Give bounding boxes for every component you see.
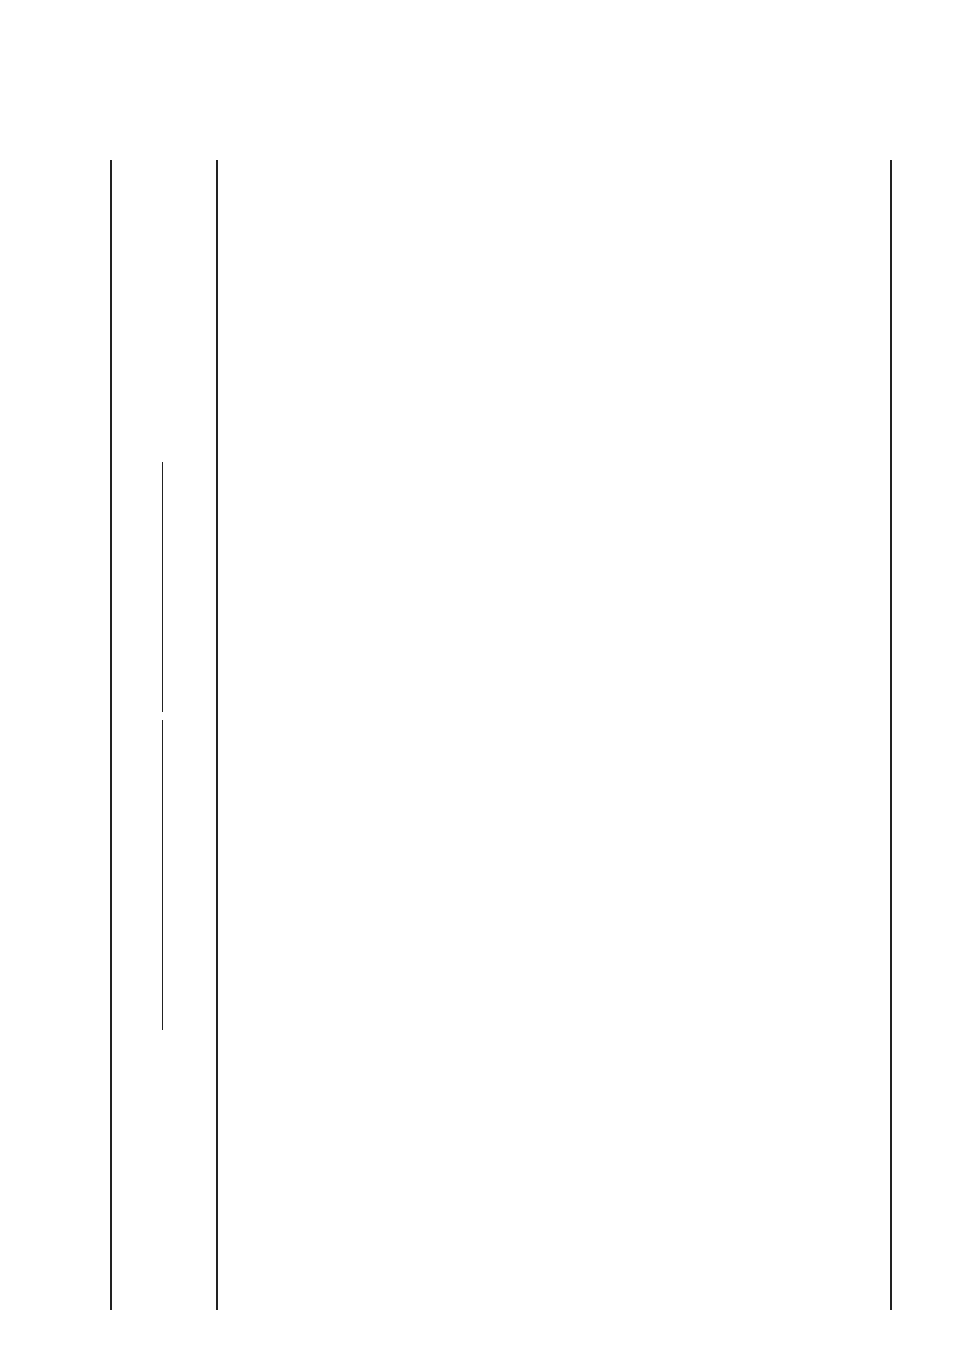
group1-header [118,720,137,1040]
top-rule [110,160,112,1310]
rotated-table [48,140,908,1330]
header-rule [216,160,218,1310]
group2-header [118,465,137,715]
group2-rule [162,462,163,712]
bottom-rule [890,160,892,1310]
group1-rule [162,720,163,1030]
